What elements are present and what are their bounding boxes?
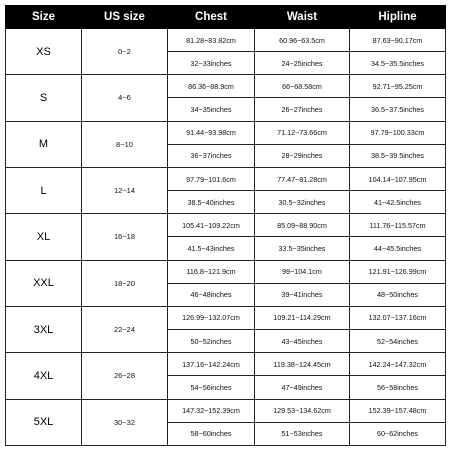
- chest-inches-value: 58~60inches: [168, 422, 255, 445]
- chest-cm-value: 147.32~152.39cm: [168, 399, 255, 422]
- chest-inches-value: 32~33inches: [168, 52, 255, 75]
- us-size-value: 0~2: [82, 29, 168, 75]
- waist-cm-value: 77.47~81.28cm: [255, 167, 350, 190]
- waist-inches-value: 26~27inches: [255, 98, 350, 121]
- chest-cm-value: 105.41~109.22cm: [168, 214, 255, 237]
- header-chest: Chest: [168, 6, 255, 29]
- waist-inches-value: 30.5~32inches: [255, 191, 350, 214]
- chest-cm-value: 116.8~121.9cm: [168, 260, 255, 283]
- hipline-cm-value: 121.91~126.99cm: [350, 260, 446, 283]
- hipline-cm-value: 87.63~90.17cm: [350, 29, 446, 52]
- us-size-value: 4~6: [82, 75, 168, 121]
- chest-inches-value: 36~37inches: [168, 144, 255, 167]
- hipline-inches-value: 44~45.5inches: [350, 237, 446, 260]
- chest-cm-value: 97.79~101.6cm: [168, 167, 255, 190]
- table-row: [6, 167, 446, 190]
- size-label: M: [6, 121, 82, 167]
- waist-inches-value: 28~29inches: [255, 144, 350, 167]
- table-row: [6, 121, 446, 144]
- table-row: [6, 306, 446, 329]
- waist-cm-value: 109.21~114.29cm: [255, 306, 350, 329]
- waist-inches-value: 47~49inches: [255, 376, 350, 399]
- header-waist: Waist: [255, 6, 350, 29]
- size-label: 4XL: [6, 353, 82, 399]
- chest-cm-value: 126.99~132.07cm: [168, 306, 255, 329]
- hipline-inches-value: 60~62inches: [350, 422, 446, 445]
- hipline-cm-value: 92.71~95.25cm: [350, 75, 446, 98]
- header-hipline: Hipline: [350, 6, 446, 29]
- hipline-inches-value: 41~42.5inches: [350, 191, 446, 214]
- us-size-value: 16~18: [82, 214, 168, 260]
- us-size-value: 22~24: [82, 306, 168, 352]
- chest-cm-value: 81.28~83.82cm: [168, 29, 255, 52]
- waist-inches-value: 43~45inches: [255, 330, 350, 353]
- hipline-inches-value: 48~50inches: [350, 283, 446, 306]
- chest-inches-value: 50~52inches: [168, 330, 255, 353]
- table-row: [6, 75, 446, 98]
- waist-cm-value: 60.96~63.5cm: [255, 29, 350, 52]
- table-row: [6, 260, 446, 283]
- hipline-cm-value: 97.79~100.33cm: [350, 121, 446, 144]
- us-size-value: 26~28: [82, 353, 168, 399]
- chest-cm-value: 86.36~88.9cm: [168, 75, 255, 98]
- waist-inches-value: 33.5~35inches: [255, 237, 350, 260]
- header-size: Size: [6, 6, 82, 29]
- waist-inches-value: 39~41inches: [255, 283, 350, 306]
- chest-cm-value: 137.16~142.24cm: [168, 353, 255, 376]
- hipline-inches-value: 34.5~35.5inches: [350, 52, 446, 75]
- size-label: XL: [6, 214, 82, 260]
- size-label: XXL: [6, 260, 82, 306]
- chest-inches-value: 41.5~43inches: [168, 237, 255, 260]
- hipline-inches-value: 36.5~37.5inches: [350, 98, 446, 121]
- table-row: [6, 29, 446, 52]
- table-row: [6, 214, 446, 237]
- waist-inches-value: 24~25inches: [255, 52, 350, 75]
- header-row: [6, 6, 446, 29]
- hipline-inches-value: 56~58inches: [350, 376, 446, 399]
- us-size-value: 18~20: [82, 260, 168, 306]
- hipline-inches-value: 38.5~39.5inches: [350, 144, 446, 167]
- waist-cm-value: 71.12~73.66cm: [255, 121, 350, 144]
- chest-inches-value: 54~56inches: [168, 376, 255, 399]
- header-us-size: US size: [82, 6, 168, 29]
- hipline-inches-value: 52~54inches: [350, 330, 446, 353]
- size-label: S: [6, 75, 82, 121]
- size-label: 3XL: [6, 306, 82, 352]
- size-label: L: [6, 167, 82, 213]
- hipline-cm-value: 111.76~115.57cm: [350, 214, 446, 237]
- size-label: XS: [6, 29, 82, 75]
- hipline-cm-value: 142.24~147.32cm: [350, 353, 446, 376]
- size-label: 5XL: [6, 399, 82, 446]
- waist-cm-value: 129.53~134.62cm: [255, 399, 350, 422]
- table-row: [6, 399, 446, 422]
- table-header: [6, 6, 446, 29]
- chest-cm-value: 91.44~93.98cm: [168, 121, 255, 144]
- hipline-cm-value: 104.14~107.95cm: [350, 167, 446, 190]
- chest-inches-value: 34~35inches: [168, 98, 255, 121]
- waist-cm-value: 99~104.1cm: [255, 260, 350, 283]
- waist-cm-value: 119.38~124.45cm: [255, 353, 350, 376]
- table-row: [6, 353, 446, 376]
- chest-inches-value: 38.5~40inches: [168, 191, 255, 214]
- hipline-cm-value: 152.39~157.48cm: [350, 399, 446, 422]
- us-size-value: 12~14: [82, 167, 168, 213]
- us-size-value: 8~10: [82, 121, 168, 167]
- us-size-value: 30~32: [82, 399, 168, 446]
- table-body: [6, 29, 446, 446]
- chest-inches-value: 46~48inches: [168, 283, 255, 306]
- hipline-cm-value: 132.07~137.16cm: [350, 306, 446, 329]
- waist-cm-value: 66~68.58cm: [255, 75, 350, 98]
- size-chart: [5, 5, 445, 446]
- waist-inches-value: 51~53inches: [255, 422, 350, 445]
- waist-cm-value: 85.09~88.90cm: [255, 214, 350, 237]
- size-table: [5, 5, 446, 446]
